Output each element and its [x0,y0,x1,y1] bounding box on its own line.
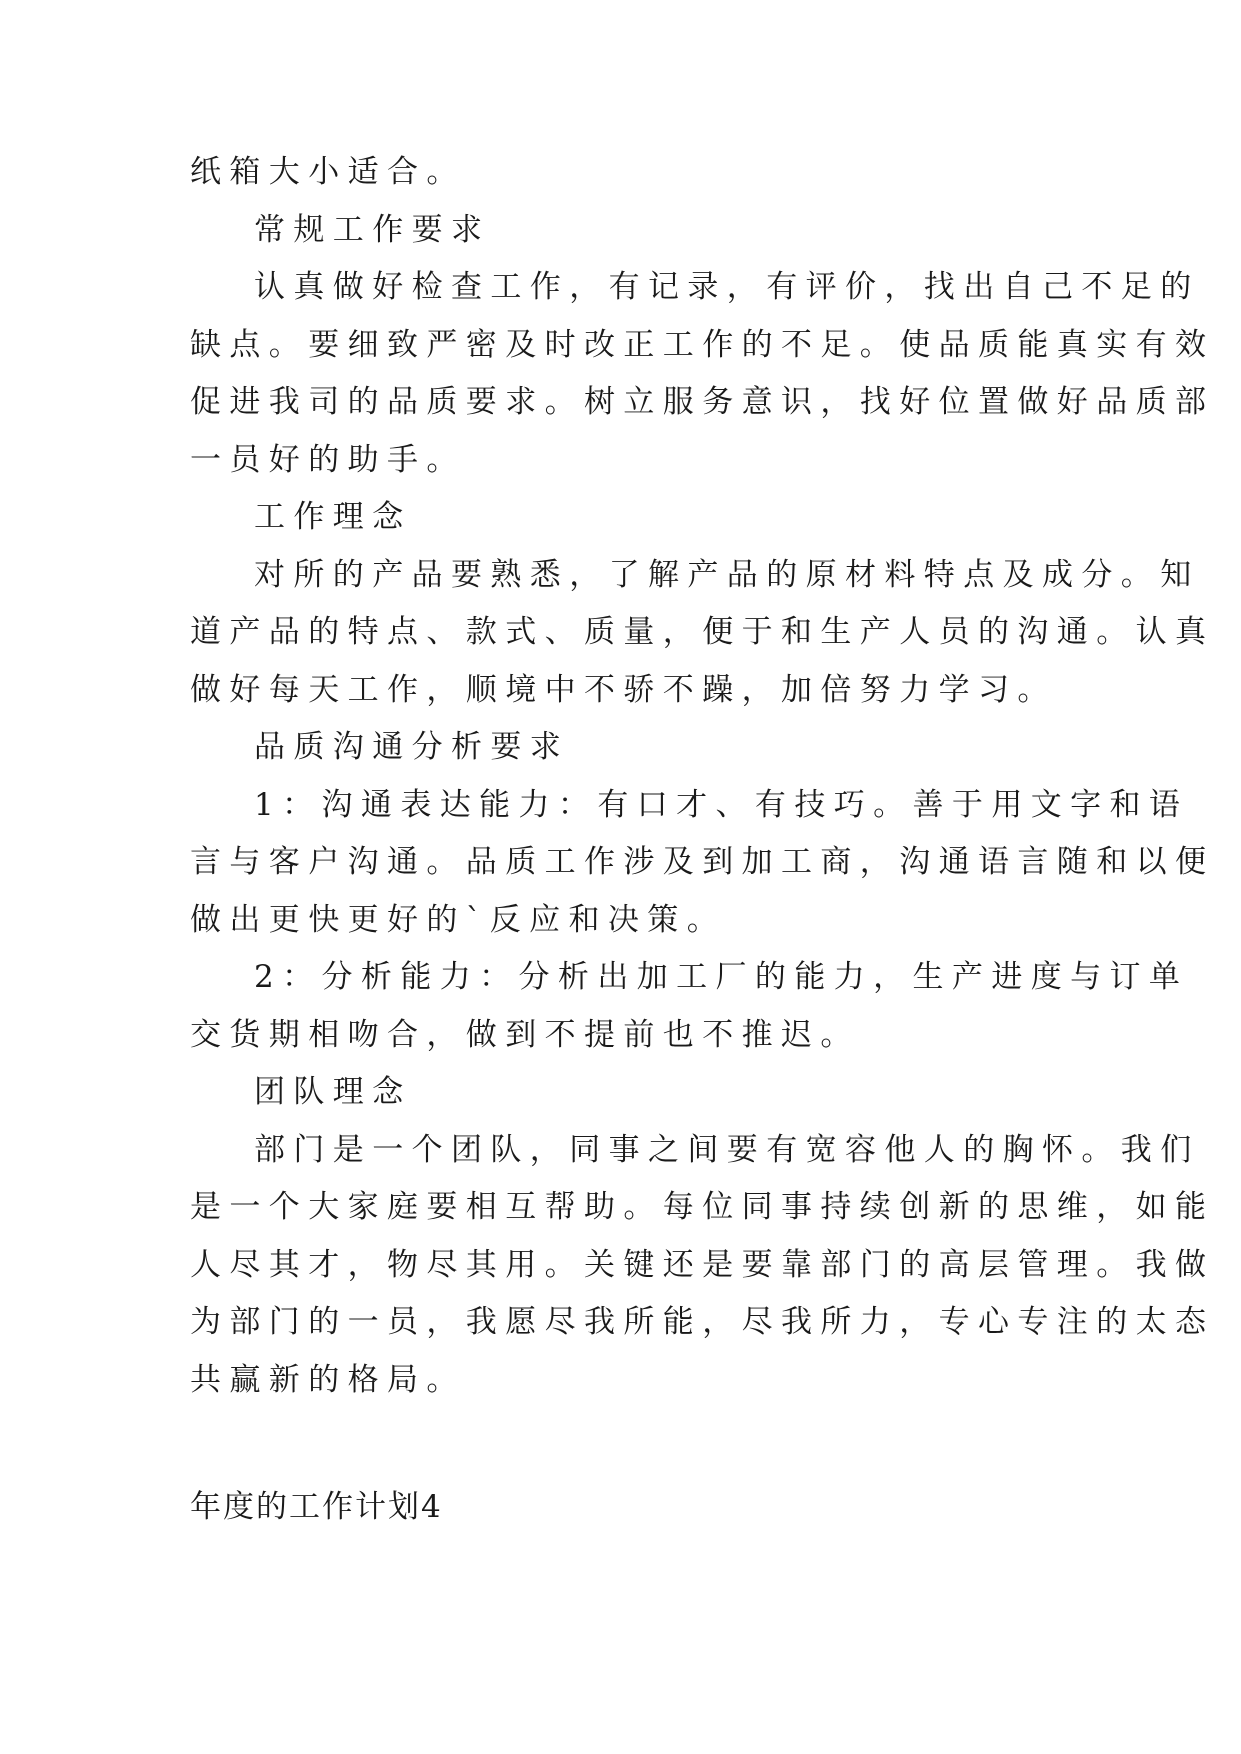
text-line: 1：沟通表达能力：有口才、有技巧。善于用文字和语 [254,787,1189,823]
text-line: 交货期相吻合，做到不提前也不推迟。 [190,1017,860,1053]
text-line: 是一个大家庭要相互帮助。每位同事持续创新的思维，如能 [190,1189,1215,1225]
section-heading: 团队理念 [254,1074,412,1110]
section-heading: 工作理念 [254,499,412,535]
text-line: 人尽其才，物尽其用。关键还是要靠部门的高层管理。我做 [190,1247,1215,1283]
text-line: 道产品的特点、款式、质量，便于和生产人员的沟通。认真 [190,614,1215,650]
text-line: 对所的产品要熟悉，了解产品的原材料特点及成分。知 [254,557,1200,593]
text-line: 言与客户沟通。品质工作涉及到加工商，沟通语言随和以便 [190,844,1215,880]
text-line: 为部门的一员，我愿尽我所能，尽我所力，专心专注的太态 [190,1304,1215,1340]
text-line: 促进我司的品质要求。树立服务意识，找好位置做好品质部 [190,384,1215,420]
text-line: 认真做好检查工作，有记录，有评价，找出自己不足的 [254,269,1200,305]
section-heading: 常规工作要求 [254,212,491,248]
text-line: 一员好的助手。 [190,442,466,478]
document-heading: 年度的工作计划4 [190,1489,443,1525]
text-line: 纸箱大小适合。 [190,154,466,190]
text-line: 部门是一个团队，同事之间要有宽容他人的胸怀。我们 [254,1132,1200,1168]
section-heading: 品质沟通分析要求 [254,729,570,765]
text-line: 2：分析能力：分析出加工厂的能力，生产进度与订单 [254,959,1189,995]
text-line: 缺点。要细致严密及时改正工作的不足。使品质能真实有效 [190,327,1215,363]
text-line: 做好每天工作，顺境中不骄不躁，加倍努力学习。 [190,672,1057,708]
text-line: 共赢新的格局。 [190,1362,466,1398]
text-line: 做出更快更好的`反应和决策。 [190,902,727,938]
